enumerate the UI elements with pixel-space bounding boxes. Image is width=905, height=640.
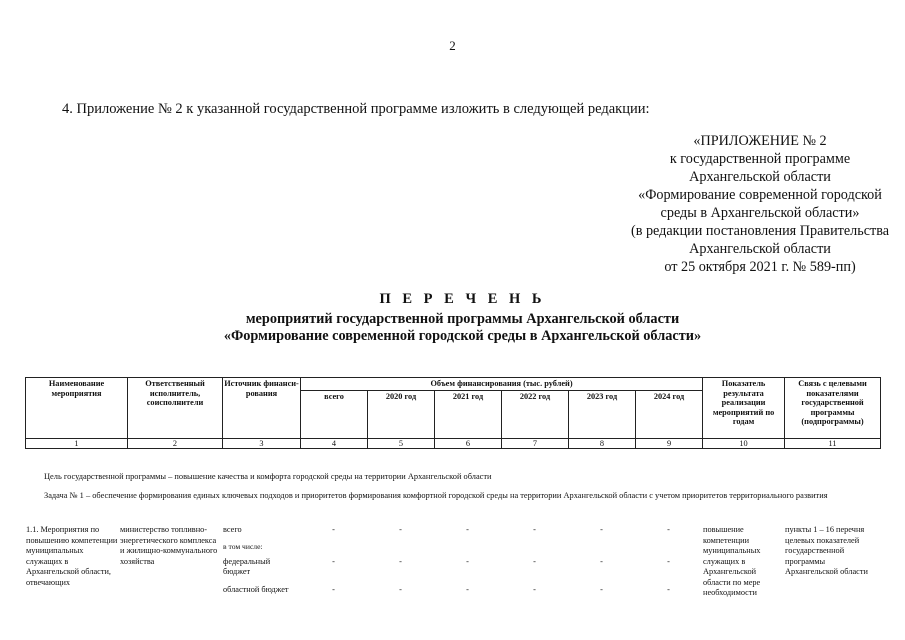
column-number: 8 (569, 438, 636, 449)
row-value: - (399, 556, 402, 566)
column-number: 9 (636, 438, 703, 449)
row-value: - (600, 525, 603, 534)
column-number: 7 (502, 438, 569, 449)
row-value: - (533, 584, 536, 594)
row-value: - (533, 525, 536, 534)
header-year: 2020 год (368, 390, 435, 438)
row-value: - (600, 584, 603, 594)
header-result: Показатель результата реализации мероприятий по годам (703, 378, 785, 439)
row-value: - (667, 584, 670, 594)
row-value: - (399, 584, 402, 594)
column-number: 3 (223, 438, 301, 449)
appendix-line: от 25 октября 2021 г. № 589-пп) (664, 259, 856, 275)
header-source: Источник финанси-рования (223, 378, 301, 439)
program-goal: Цель государственной программы – повышение качества и комфорта городской среды на территории Архангельской области (44, 472, 492, 481)
row-value: - (399, 525, 402, 534)
column-number: 4 (301, 438, 368, 449)
row-source: федеральный бюджет (223, 556, 271, 577)
row-value: - (332, 584, 335, 594)
row-source: в том числе: (223, 541, 263, 551)
row-executor: министерство топливно-энергетического комплекса и жилищно-коммунального хозяйства (120, 525, 218, 566)
row-value: - (667, 525, 670, 534)
appendix-line: «ПРИЛОЖЕНИЕ № 2 (693, 133, 827, 149)
row-source: областной бюджет (223, 584, 289, 594)
header-year: 2022 год (502, 390, 569, 438)
list-subtitle: мероприятий государственной программы Архангельской области (245, 311, 680, 327)
item-4-text: 4. Приложение № 2 к указанной государственной программе изложить в следующей редакции: (62, 101, 650, 117)
row-link: пункты 1 – 16 перечня целевых показателей государственной программы Архангельской области (785, 525, 868, 576)
table-row (25, 525, 880, 599)
column-number: 2 (128, 438, 223, 449)
header-year: 2021 год (435, 390, 502, 438)
appendix-line: Архангельской области (689, 169, 831, 185)
row-value: - (332, 525, 335, 534)
header-executor: Ответственный исполнитель, соисполнители (128, 378, 223, 439)
row-value: - (466, 556, 469, 566)
row-result: повышение компетенции муниципальных служащих в Архангельской области по мере необходимости (703, 525, 761, 597)
row-source: всего (223, 525, 242, 534)
row-name: 1.1. Мероприятия по повышению компетенции муниципальных служащих в Архангельской области, отвечающих (26, 525, 118, 587)
column-number: 11 (785, 438, 881, 449)
list-title: П Е Р Е Ч Е Н Ь (379, 291, 546, 307)
column-number: 1 (26, 438, 128, 449)
row-value: - (466, 525, 469, 534)
appendix-header (600, 132, 905, 276)
column-number: 6 (435, 438, 502, 449)
header-total: всего (301, 390, 368, 438)
appendix-line: (в редакции постановления Правительства (630, 223, 890, 239)
appendix-line: Архангельской области (689, 241, 831, 257)
row-value: - (332, 556, 335, 566)
header-funding: Объем финансирования (тыс. рублей) (301, 378, 703, 391)
list-program-name: «Формирование современной городской среды в Архангельской области» (223, 328, 702, 344)
row-value: - (600, 556, 603, 566)
row-value: - (466, 584, 469, 594)
column-number: 5 (368, 438, 435, 449)
header-year: 2024 год (636, 390, 703, 438)
header-year: 2023 год (569, 390, 636, 438)
row-value: - (533, 556, 536, 566)
row-value: - (667, 556, 670, 566)
header-name: Наименование мероприятия (26, 378, 128, 439)
measures-table-header (25, 377, 881, 449)
header-link: Связь с целевыми показателями государственной программы (подпрограммы) (785, 378, 881, 439)
appendix-line: к государственной программе (669, 151, 851, 167)
task-1: Задача № 1 – обеспечение формирования единых ключевых подходов и приоритетов формирования комфортной городской среды на территории Архангельской области с учетом приоритетов территориального развития (44, 491, 828, 500)
column-number: 10 (703, 438, 785, 449)
appendix-line: «Формирование современной городской (638, 187, 882, 203)
appendix-line: среды в Архангельской области» (660, 205, 860, 221)
page-number: 2 (449, 38, 456, 53)
